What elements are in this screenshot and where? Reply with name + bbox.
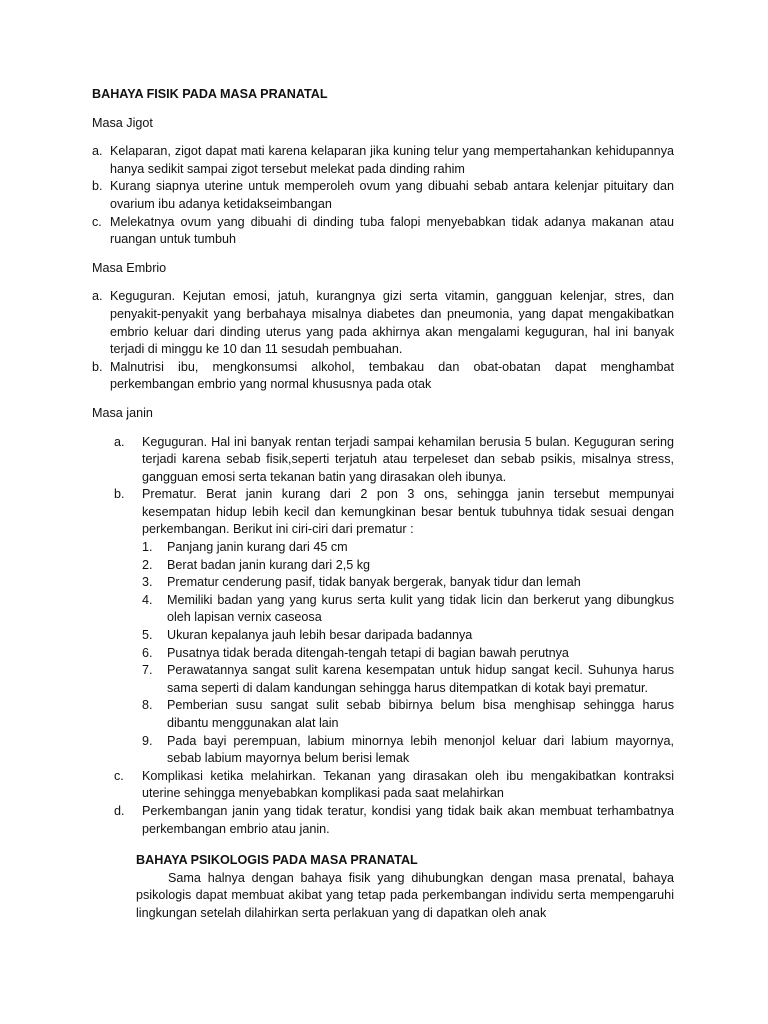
- list-item: [142, 733, 674, 768]
- list-item: [92, 803, 674, 838]
- list-marker: 6.: [142, 645, 153, 660]
- list-marker: c.: [92, 214, 102, 229]
- list-item-text: Pada bayi perempuan, labium minornya lebih menonjol keluar dari labium mayornya, sebab labium mayornya belum berisi lemak: [167, 733, 674, 766]
- document-page: [92, 86, 674, 923]
- psikologis-section: [92, 852, 674, 922]
- zigot-list: [92, 143, 674, 249]
- list-marker: 2.: [142, 557, 153, 572]
- list-item-text: Melekatnya ovum yang dibuahi di dinding tuba falopi menyebabkan tidak adanya makanan atau ruangan untuk tumbuh: [110, 214, 674, 247]
- list-item-text: Perawatannya sangat sulit karena kesempatan untuk hidup sangat kecil. Suhunya harus sama seperti di dalam kandungan sehingga harus ditempatkan di kotak bayi prematur.: [167, 663, 674, 695]
- section-heading-psikologis: BAHAYA PSIKOLOGIS PADA MASA PRANATAL: [136, 853, 418, 868]
- list-item-text: Perkembangan janin yang tidak teratur, kondisi yang tidak baik akan membuat terhambatnya perkembangan embrio atau janin.: [142, 803, 674, 836]
- list-item-text: Ukuran kepalanya jauh lebih besar daripada badannya: [167, 628, 473, 643]
- list-marker: b.: [92, 359, 103, 374]
- list-marker: 8.: [142, 698, 153, 713]
- list-item-text: Pemberian susu sangat sulit sebab bibirnya belum bisa menghisap sehingga harus dibantu menggunakan alat lain: [167, 698, 674, 730]
- list-item-text: Kurang siapnya uterine untuk memperoleh ovum yang dibuahi sebab antara kelenjar pituitary dan ovarium ibu adanya ketidakseimbangan: [110, 179, 674, 211]
- section-heading-embrio: Masa Embrio: [92, 260, 167, 275]
- list-item-text: Komplikasi ketika melahirkan. Tekanan yang dirasakan oleh ibu mengakibatkan kontraksi uterine sehingga menyebabkan komplikasi pada saat melahirkan: [142, 768, 674, 801]
- list-item: [92, 288, 674, 358]
- janin-list: [92, 434, 674, 839]
- list-item-text: Malnutrisi ibu, mengkonsumsi alkohol, tembakau dan obat-obatan dapat menghambat perkembangan embrio yang normal khususnya pada otak: [110, 359, 674, 392]
- section-heading-janin: Masa janin: [92, 405, 153, 420]
- list-item-text: Pusatnya tidak berada ditengah-tengah tetapi di bagian bawah perutnya: [167, 645, 569, 660]
- list-item-text: Prematur. Berat janin kurang dari 2 pon 3 ons, sehingga janin tersebut mempunyai kesempatan hidup lebih kecil dan kemungkinan besar bentuk tubuhnya tidak sesuai dengan perkembangan. Berikut ini ciri-ciri dari prematur :: [142, 487, 674, 537]
- list-item-text: Keguguran. Hal ini banyak rentan terjadi sampai kehamilan berusia 5 bulan. Keguguran sering terjadi karena sebab fisik,seperti terjatuh atau terpeleset dan sebab psikis, misalnya stress, gangguan emosi serta tekanan batin yang dirasakan oleh ibunya.: [142, 434, 674, 484]
- list-item: [92, 143, 674, 178]
- list-item: [92, 359, 674, 394]
- list-marker: d.: [114, 803, 125, 818]
- list-item-text: Panjang janin kurang dari 45 cm: [167, 540, 348, 555]
- list-item: [142, 574, 674, 592]
- list-item: [142, 592, 674, 627]
- list-marker: 9.: [142, 733, 153, 748]
- list-marker: a.: [114, 434, 125, 449]
- list-marker: c.: [114, 768, 124, 783]
- list-item-text: Prematur cenderung pasif, tidak banyak bergerak, banyak tidur dan lemah: [167, 575, 581, 590]
- psikologis-paragraph: Sama halnya dengan bahaya fisik yang dihubungkan dengan masa prenatal, bahaya psikologis dapat membuat akibat yang tetap pada perkembangan individu serta mempengaruhi lingkungan setelah dilahirkan serta perlakuan yang di dapatkan oleh anak: [136, 870, 674, 920]
- list-marker: 4.: [142, 592, 153, 607]
- list-item: [92, 486, 674, 768]
- list-marker: a.: [92, 289, 103, 304]
- list-item-text: Keguguran. Kejutan emosi, jatuh, kurangnya gizi serta vitamin, gangguan kelenjar, stres, dan penyakit-penyakit yang berbahaya misalnya diabetes dan pneumonia, yang dapat mengakibatkan embrio keluar dari dinding uterus yang pada akhirnya akan mengalami keguguran, hal ini banyak terjadi di minggu ke 10 dan 11 sesudah pembuahan.: [110, 289, 674, 357]
- list-marker: 3.: [142, 575, 153, 590]
- list-item: [92, 178, 674, 213]
- list-item-text: Kelaparan, zigot dapat mati karena kelaparan jika kuning telur yang mempertahankan kehidupannya hanya sedikit sampai zigot tersebut melekat pada dinding rahim: [110, 144, 674, 176]
- list-item: [142, 557, 674, 575]
- list-item: [92, 768, 674, 803]
- list-marker: 7.: [142, 663, 153, 678]
- list-item: [92, 434, 674, 487]
- list-item: [142, 662, 674, 697]
- prematur-list: [142, 539, 674, 768]
- list-item: [142, 627, 674, 645]
- list-item: [142, 645, 674, 663]
- list-item: [142, 539, 674, 557]
- list-marker: b.: [114, 487, 125, 502]
- list-item: [142, 697, 674, 732]
- list-marker: 1.: [142, 540, 153, 555]
- document-title: BAHAYA FISIK PADA MASA PRANATAL: [92, 87, 328, 101]
- list-marker: b.: [92, 179, 103, 194]
- list-item: [92, 214, 674, 249]
- list-item-text: Memiliki badan yang yang kurus serta kulit yang tidak licin dan berkerut yang dibungkus oleh lapisan vernix caseosa: [167, 592, 674, 625]
- list-item-text: Berat badan janin kurang dari 2,5 kg: [167, 557, 371, 572]
- list-marker: 5.: [142, 628, 153, 643]
- embrio-list: [92, 288, 674, 394]
- list-marker: a.: [92, 144, 103, 159]
- section-heading-zigot: Masa Jigot: [92, 115, 153, 130]
